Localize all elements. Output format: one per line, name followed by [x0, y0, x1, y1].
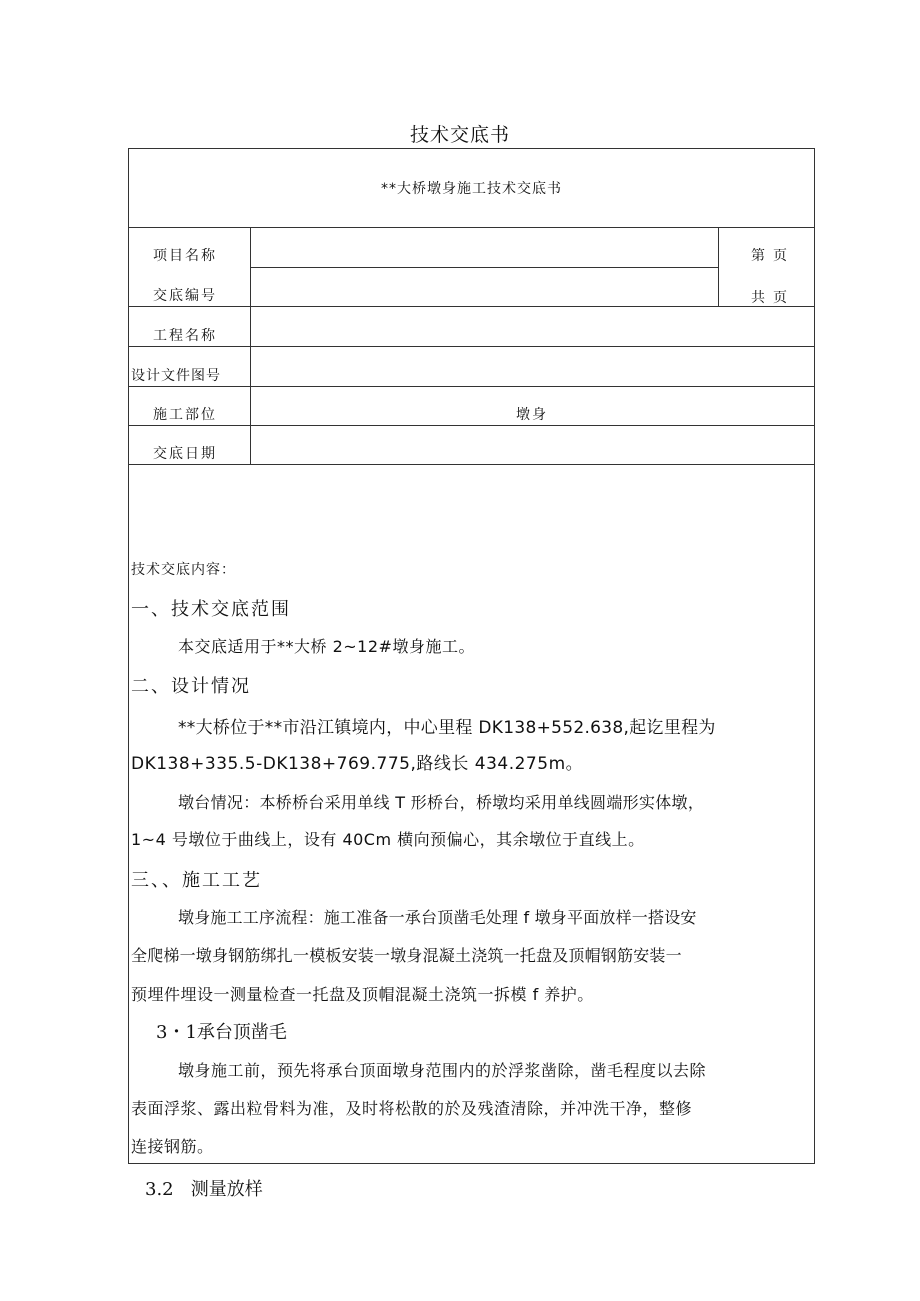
section-3-1-line-3: 连接钢筋。	[131, 1137, 214, 1156]
row-divider	[128, 386, 815, 387]
section-2-paragraph-1-line-1: **大桥位于**市沿江镇境内，中心里程 DK138+552.638,起讫里程为	[178, 718, 716, 738]
section-3-1-heading: 3・1承台顶凿毛	[156, 1022, 287, 1043]
column-divider	[718, 227, 719, 306]
content-intro: 技术交底内容：	[131, 562, 236, 578]
document-title: 技术交底书	[409, 124, 510, 146]
form-subtitle: **大桥墩身施工技术交底书	[381, 181, 562, 197]
section-3-1-line-2: 表面浮浆、露出粒骨料为准，及时将松散的於及残渣清除，并冲洗干净，整修	[131, 1099, 693, 1118]
section-3-line-3: 预埋件埋设一测量检查一托盘及顶帽混凝土浇筑一拆模 f 养护。	[131, 985, 594, 1004]
project-name-label: 项目名称	[153, 248, 217, 264]
section-3-2-heading: 3.2 测量放样	[145, 1179, 263, 1200]
section-2-paragraph-2-line-1: 墩台情况：本桥桥台采用单线 T 形桥台，桥墩均采用单线圆端形实体墩，	[178, 793, 705, 812]
section-1-heading: 一、技术交底范围	[131, 599, 291, 620]
page-number-label: 第页	[751, 248, 795, 264]
row-divider	[128, 227, 815, 228]
construction-part-label: 施工部位	[153, 407, 217, 423]
section-1-text: 本交底适用于**大桥 2~12#墩身施工。	[178, 637, 475, 656]
engineering-name-label: 工程名称	[153, 328, 217, 344]
row-divider	[128, 306, 815, 307]
row-divider	[128, 425, 815, 426]
disclosure-no-label: 交底编号	[153, 288, 217, 304]
column-divider	[250, 227, 251, 464]
design-doc-label: 设计文件图号	[131, 368, 221, 384]
total-pages-label: 共页	[751, 290, 795, 306]
construction-part-value: 墩身	[516, 407, 548, 423]
section-3-line-1: 墩身施工工序流程：施工准备一承台顶凿毛处理 f 墩身平面放样一搭设安	[178, 908, 697, 927]
row-divider	[128, 464, 815, 465]
section-2-paragraph-1-line-2: DK138+335.5-DK138+769.775,路线长 434.275m。	[131, 754, 584, 774]
date-label: 交底日期	[153, 446, 217, 462]
section-3-line-2: 全爬梯一墩身钢筋绑扎一模板安装一墩身混凝土浇筑一托盘及顶帽钢筋安装一	[131, 946, 682, 965]
section-3-1-line-1: 墩身施工前，预先将承台顶面墩身范围内的於浮浆凿除，凿毛程度以去除	[178, 1061, 707, 1080]
row-divider	[128, 346, 815, 347]
section-2-paragraph-2-line-2: 1~4 号墩位于曲线上，设有 40Cm 横向预偏心，其余墩位于直线上。	[131, 830, 645, 849]
section-2-heading: 二、设计情况	[131, 676, 251, 697]
row-divider	[250, 267, 718, 268]
section-3-heading: 三、、施工工艺	[131, 870, 262, 891]
